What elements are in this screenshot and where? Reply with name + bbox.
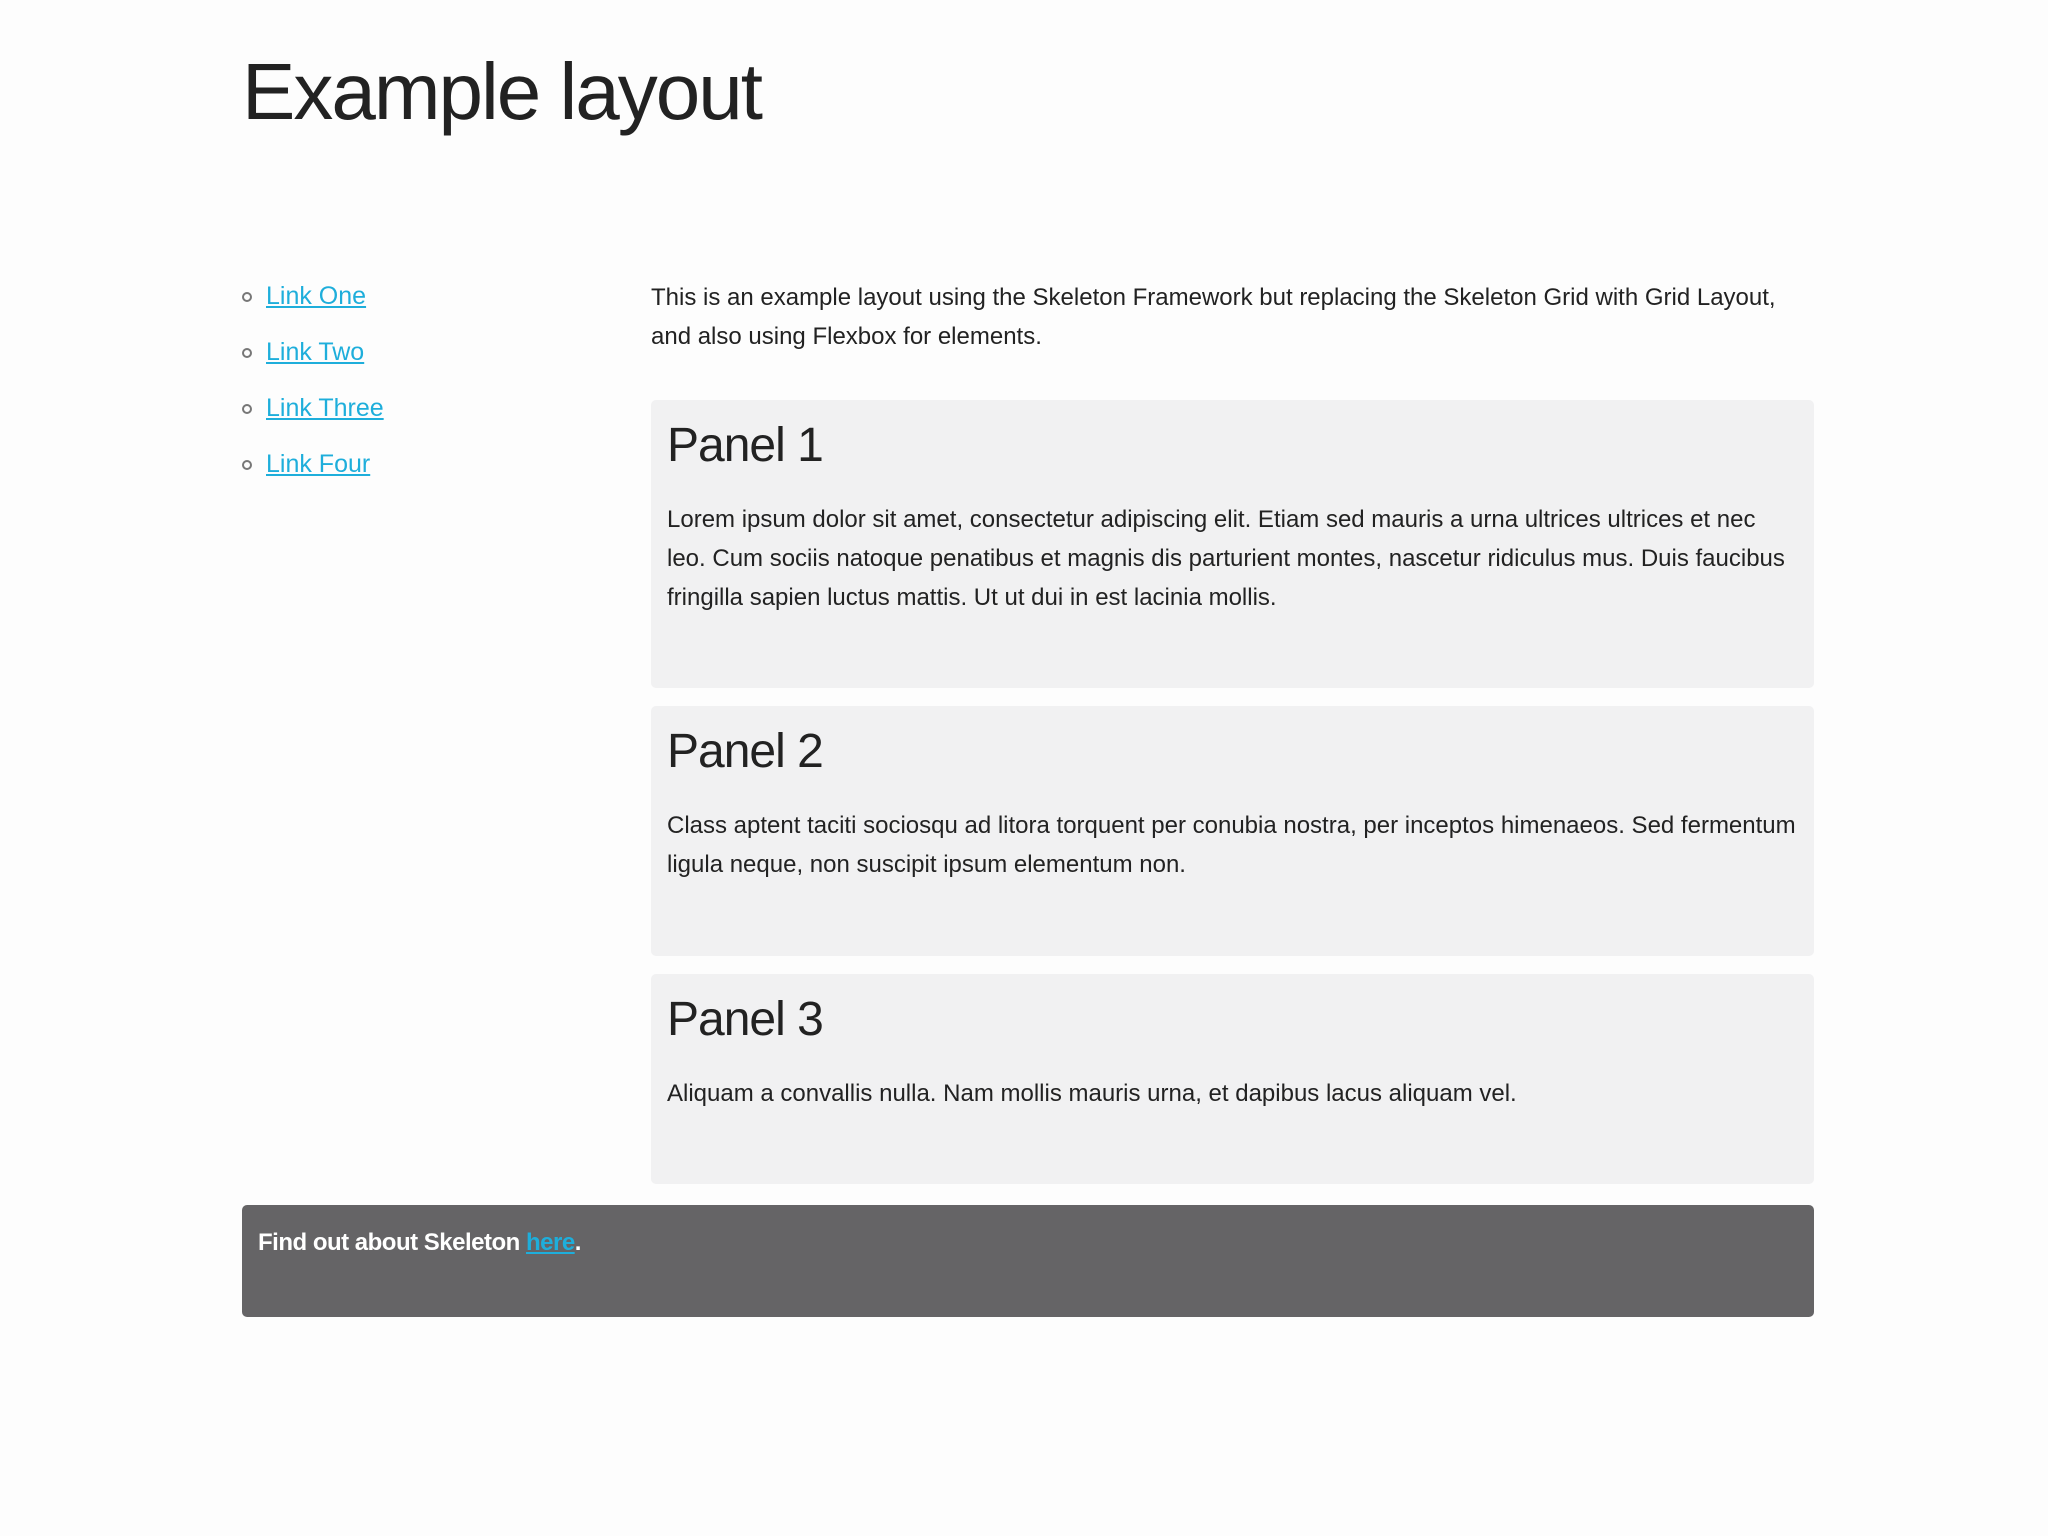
circle-bullet-icon: [242, 460, 252, 470]
panel-list: [651, 400, 1814, 1184]
panel-title: Panel 2: [667, 725, 823, 778]
panel-1: [651, 400, 1814, 688]
circle-bullet-icon: [242, 348, 252, 358]
page-title: Example layout: [242, 47, 761, 136]
nav-item-link-one: [242, 278, 602, 334]
panel-title: Panel 1: [667, 419, 823, 472]
nav-item-link-four: [242, 446, 602, 502]
nav-link-three[interactable]: Link Three: [266, 394, 384, 422]
circle-bullet-icon: [242, 404, 252, 414]
main-content: [651, 278, 1814, 1184]
nav-link-four[interactable]: Link Four: [266, 450, 371, 478]
panel-3: [651, 974, 1814, 1184]
footer-text: Find out about Skeleton: [258, 1229, 526, 1256]
panel-body: Aliquam a convallis nulla. Nam mollis mauris urna, et dapibus lacus aliquam vel.: [667, 1080, 1517, 1107]
footer-here-link[interactable]: here: [525, 1229, 575, 1256]
panel-title: Panel 3: [667, 993, 823, 1046]
panel-body: Lorem ipsum dolor sit amet, consectetur adipiscing elit. Etiam sed mauris a urna ultrices ultrices et nec leo. Cum sociis natoque penatibus et magnis dis parturient montes, nascetur ridiculus mus. Duis faucibus fringilla sapien luctus mattis. Ut ut dui in est lacinia mollis.: [667, 506, 1785, 611]
panel-body: Class aptent taciti sociosqu ad litora torquent per conubia nostra, per inceptos himenaeos. Sed fermentum ligula neque, non suscipit ipsum elementum non.: [667, 812, 1796, 878]
panel-2: [651, 706, 1814, 956]
nav-item-link-two: [242, 334, 602, 390]
footer-text-end: .: [574, 1229, 581, 1256]
intro-text: This is an example layout using the Skeleton Framework but replacing the Skeleton Grid with Grid Layout, and also using Flexbox for elements.: [651, 284, 1776, 350]
nav-item-link-three: [242, 390, 602, 446]
footer: [242, 1205, 1814, 1317]
sidebar-nav: [242, 278, 602, 502]
circle-bullet-icon: [242, 292, 252, 302]
nav-link-one[interactable]: Link One: [266, 282, 367, 310]
nav-link-two[interactable]: Link Two: [266, 338, 365, 366]
